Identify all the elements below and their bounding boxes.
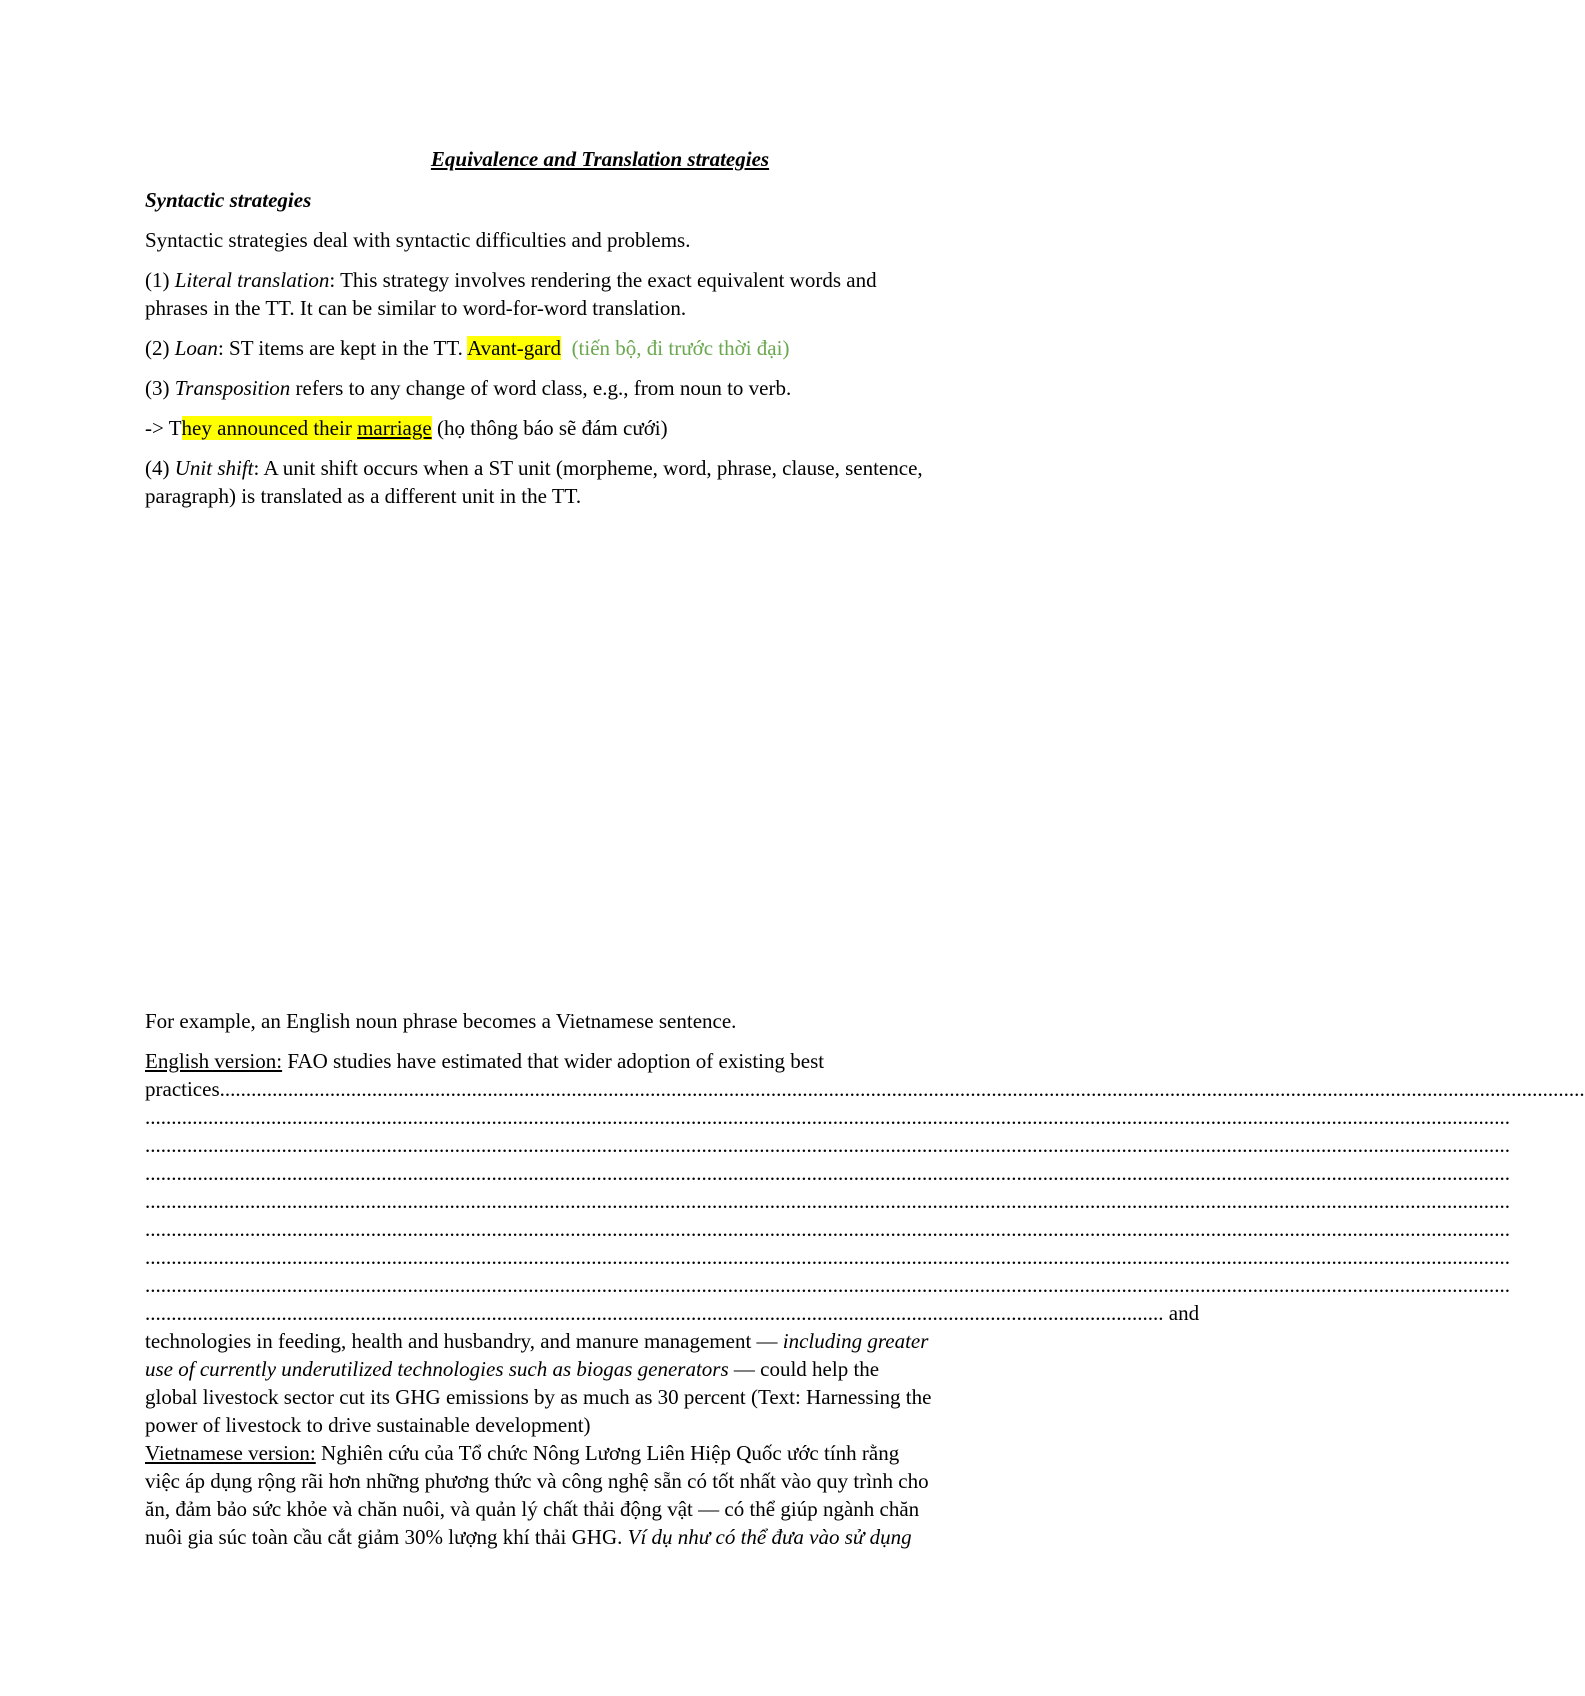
item-number: (3) [145,376,175,400]
item-literal-translation [145,266,1065,322]
dot-leader: .................................................................................................................................................................................................................................................................... [145,1105,1510,1129]
highlighted-example: Avant-gard [466,336,562,360]
blank-line[interactable] [145,1187,1510,1215]
blank-line[interactable] [145,1103,1510,1131]
highlight-text: hey announced their [181,416,358,440]
dot-leader: .................................................................................................................................................................................................................................................................... [145,1161,1510,1185]
vietnamese-text-italic: Ví dụ như có thể đưa vào sử dụng [627,1525,912,1549]
item-number: (1) [145,268,175,292]
item-unit-shift [145,454,1065,510]
highlighted-example [182,416,432,440]
item-term: Unit shift [174,456,254,480]
item-text-cont: phrases in the TT. It can be similar to word-for-word translation. [145,296,687,320]
item-number: (2) [145,336,175,360]
english-text: FAO studies have estimated that wider adoption of existing best [282,1049,825,1073]
item-loan [145,334,1065,362]
example-intro: For example, an English noun phrase becomes a Vietnamese sentence. [145,1009,737,1033]
dot-leader: .................................................................................................................................................................................................................................................................... [145,1133,1510,1157]
item-text: refers to any change of word class, e.g., from noun to verb. [290,376,792,400]
blank-line[interactable] [145,1131,1510,1159]
item-number: (4) [145,456,175,480]
blank-line[interactable] [145,1159,1510,1187]
english-text: — could help the [728,1357,880,1381]
english-text-practices: practices [145,1077,220,1101]
item-term: Transposition [174,376,291,400]
english-text-italic: use of currently underutilized technologies such as biogas generators [145,1357,729,1381]
dot-leader: .................................................................................................................................................................................................................................................................... [145,1245,1510,1269]
example-gloss: (họ thông báo sẽ đám cưới) [431,416,668,440]
english-version [145,1047,1585,1551]
dot-leader: .................................................................................................................................................................................................................................................................... [145,1217,1510,1241]
underlined-word: marriage [357,416,432,440]
vietnamese-text: ăn, đảm bảo sức khỏe và chăn nuôi, và quản lý chất thải động vật — có thể giúp ngành chăn [145,1497,920,1521]
item-term: Loan [174,336,218,360]
item-text: : A unit shift occurs when a ST unit (morpheme, word, phrase, clause, sentence, [253,456,923,480]
blank-line-last[interactable] [145,1299,1200,1327]
english-text: power of livestock to drive sustainable development) [145,1413,591,1437]
item-text: : This strategy involves rendering the exact equivalent words and [329,268,877,292]
section-heading: Syntactic strategies [145,188,312,212]
dot-leader: .................................................................................................................................................................................................................................................................... [219,1077,1585,1101]
item-text-cont: paragraph) is translated as a different unit in the TT. [145,484,582,508]
page-title: Equivalence and Translation strategies [430,147,770,171]
blank-line[interactable] [145,1215,1510,1243]
english-version-label: English version: [145,1049,283,1073]
dot-leader: .................................................................................................................................................................................................................................................................... [145,1273,1510,1297]
vietnamese-text: việc áp dụng rộng rãi hơn những phương thức và công nghệ sẵn có tốt nhất vào quy trình cho [145,1469,929,1493]
section-intro: Syntactic strategies deal with syntactic difficulties and problems. [145,228,691,252]
transposition-example [145,414,1065,442]
english-text: global livestock sector cut its GHG emissions by as much as 30 percent (Text: Harnessing the [145,1385,932,1409]
item-text: : ST items are kept in the TT. [217,336,467,360]
english-text: technologies in feeding, health and husbandry, and manure management — [145,1329,783,1353]
blank-line[interactable] [145,1243,1510,1271]
vietnamese-text: nuôi gia súc toàn cầu cắt giảm 30% lượng khí thải GHG. [145,1525,628,1549]
example-gloss: (tiến bộ, đi trước thời đại) [571,336,790,360]
dot-leader: .................................................................................................................................................................................................................................................................... [145,1189,1510,1213]
dot-leader: .................................................................................................................................................................................................. [145,1301,1164,1325]
vietnamese-version-label: Vietnamese version: [145,1441,316,1465]
english-text-italic: including greater [782,1329,929,1353]
and-word: and [1163,1301,1200,1325]
item-transposition [145,374,1065,402]
blank-line-first[interactable] [145,1075,1585,1103]
item-term: Literal translation [174,268,330,292]
example-prefix: -> T [145,416,182,440]
blank-line[interactable] [145,1271,1510,1299]
vietnamese-text: Nghiên cứu của Tổ chức Nông Lương Liên Hiệp Quốc ước tính rằng [315,1441,900,1465]
